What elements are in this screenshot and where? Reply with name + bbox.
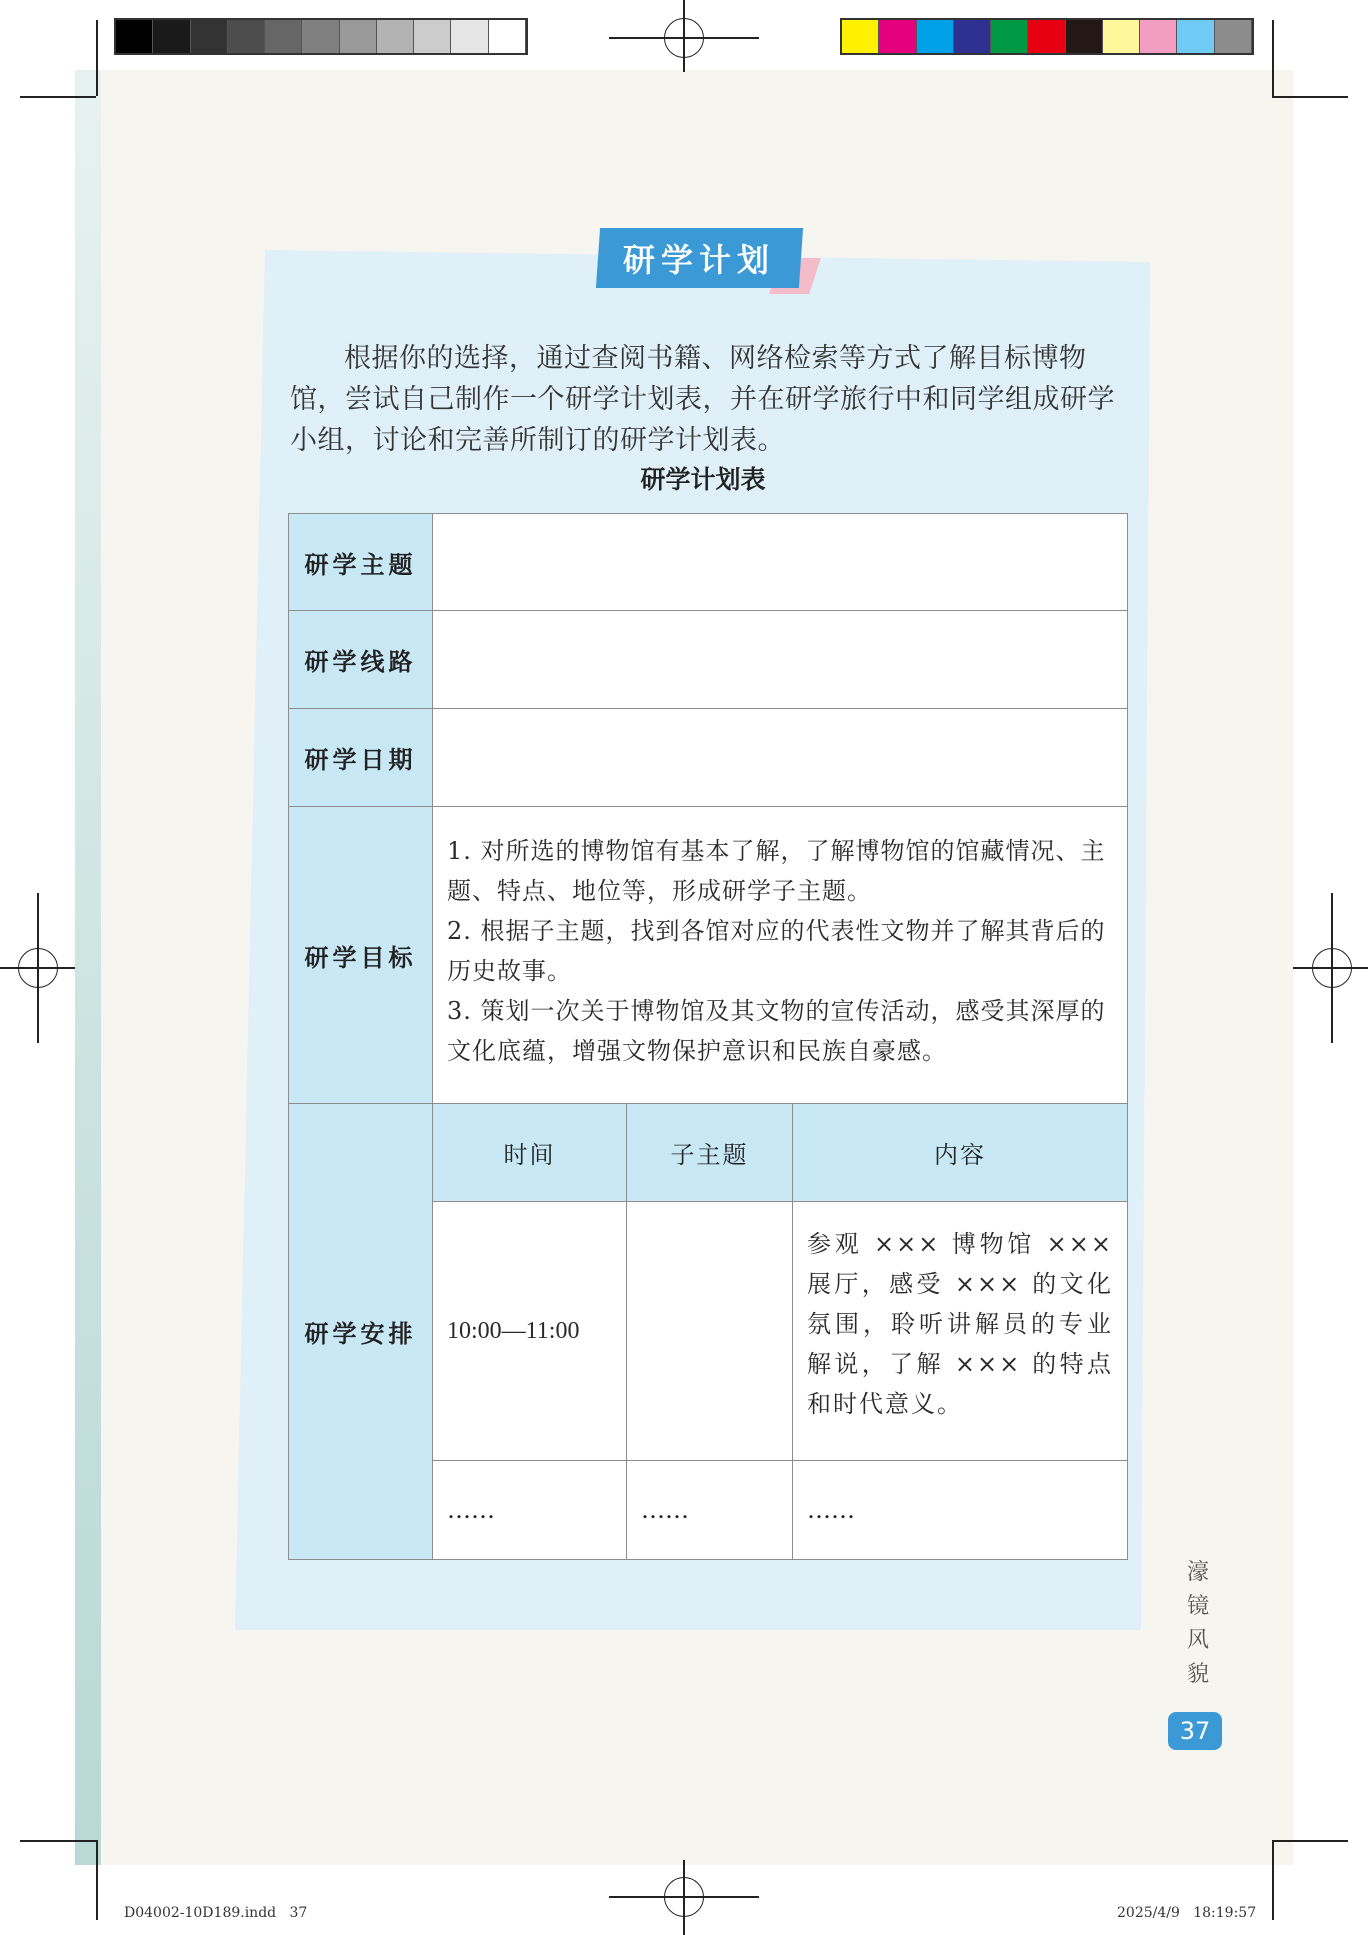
gray-swatch [153, 20, 190, 53]
gray-swatch [228, 20, 265, 53]
column-title-char: 镜 [1186, 1594, 1209, 1619]
row-label-schedule: 研学安排 [288, 1103, 433, 1560]
column-title-vertical [1183, 1556, 1213, 1692]
study-plan-table [288, 513, 1128, 1560]
gray-swatch [377, 20, 414, 53]
page-number: 37 [1168, 1712, 1222, 1750]
route-value-cell[interactable] [432, 610, 1128, 709]
color-swatch [842, 20, 879, 53]
schedule-time-cell: 10:00—11:00 [432, 1201, 627, 1461]
theme-value-cell[interactable] [432, 513, 1128, 611]
color-swatch [1140, 20, 1177, 53]
color-swatch [1215, 20, 1252, 53]
color-swatch [1177, 20, 1214, 53]
color-swatch [917, 20, 954, 53]
gray-swatch [414, 20, 451, 53]
goal-item: 2. 根据子主题，找到各馆对应的代表性文物并了解其背后的历史故事。 [447, 917, 1106, 985]
gray-swatch [451, 20, 488, 53]
schedule-subtheme-cell[interactable] [626, 1201, 793, 1461]
date-value-cell[interactable] [432, 708, 1128, 807]
schedule-more-subtheme: …… [626, 1460, 793, 1560]
page-spine [75, 70, 101, 1865]
section-heading-text: 研学计划 [623, 241, 776, 279]
color-swatch [954, 20, 991, 53]
footer-file-name: D04002-10D189.indd 37 [124, 1905, 308, 1921]
gray-swatch [302, 20, 339, 53]
row-label-theme: 研学主题 [288, 513, 433, 611]
row-label-date: 研学日期 [288, 708, 433, 807]
column-title-char: 风 [1186, 1628, 1209, 1653]
goals-cell [432, 806, 1128, 1104]
gray-swatch [265, 20, 302, 53]
intro-paragraph: 根据你的选择，通过查阅书籍、网络检索等方式了解目标博物馆，尝试自己制作一个研学计划表，并在研学旅行中和同学组成研学小组，讨论和完善所制订的研学计划表。 [290, 343, 1115, 456]
col-header-content: 内容 [792, 1103, 1128, 1202]
color-swatch [879, 20, 916, 53]
gray-swatch [489, 20, 526, 53]
color-swatch [991, 20, 1028, 53]
gray-swatch [340, 20, 377, 53]
column-title-char: 濠 [1186, 1560, 1209, 1585]
goal-item: 3. 策划一次关于博物馆及其文物的宣传活动，感受其深厚的文化底蕴，增强文物保护意识和民族自豪感。 [447, 997, 1106, 1065]
gray-swatch [191, 20, 228, 53]
col-header-time: 时间 [432, 1103, 627, 1202]
row-label-route: 研学线路 [288, 610, 433, 709]
schedule-content-cell: 参观 ××× 博物馆 ××× 展厅，感受 ××× 的文化氛围，聆听讲解员的专业解说，了解 ××× 的特点和时代意义。 [792, 1201, 1128, 1461]
row-label-goals: 研学目标 [288, 806, 433, 1104]
color-swatch [1103, 20, 1140, 53]
color-calibration-bar [840, 18, 1254, 55]
schedule-more-content: …… [792, 1460, 1128, 1560]
gray-calibration-bar [114, 18, 528, 55]
col-header-subtheme: 子主题 [626, 1103, 793, 1202]
footer-timestamp: 2025/4/9 18:19:57 [1117, 1905, 1257, 1921]
gray-swatch [116, 20, 153, 53]
color-swatch [1028, 20, 1065, 53]
color-swatch [1066, 20, 1103, 53]
table-title: 研学计划表 [640, 465, 766, 494]
column-title-char: 貌 [1186, 1662, 1209, 1687]
goal-item: 1. 对所选的博物馆有基本了解，了解博物馆的馆藏情况、主题、特点、地位等，形成研学子主题。 [447, 837, 1106, 905]
section-heading [596, 228, 803, 288]
schedule-more-time: …… [432, 1460, 627, 1560]
